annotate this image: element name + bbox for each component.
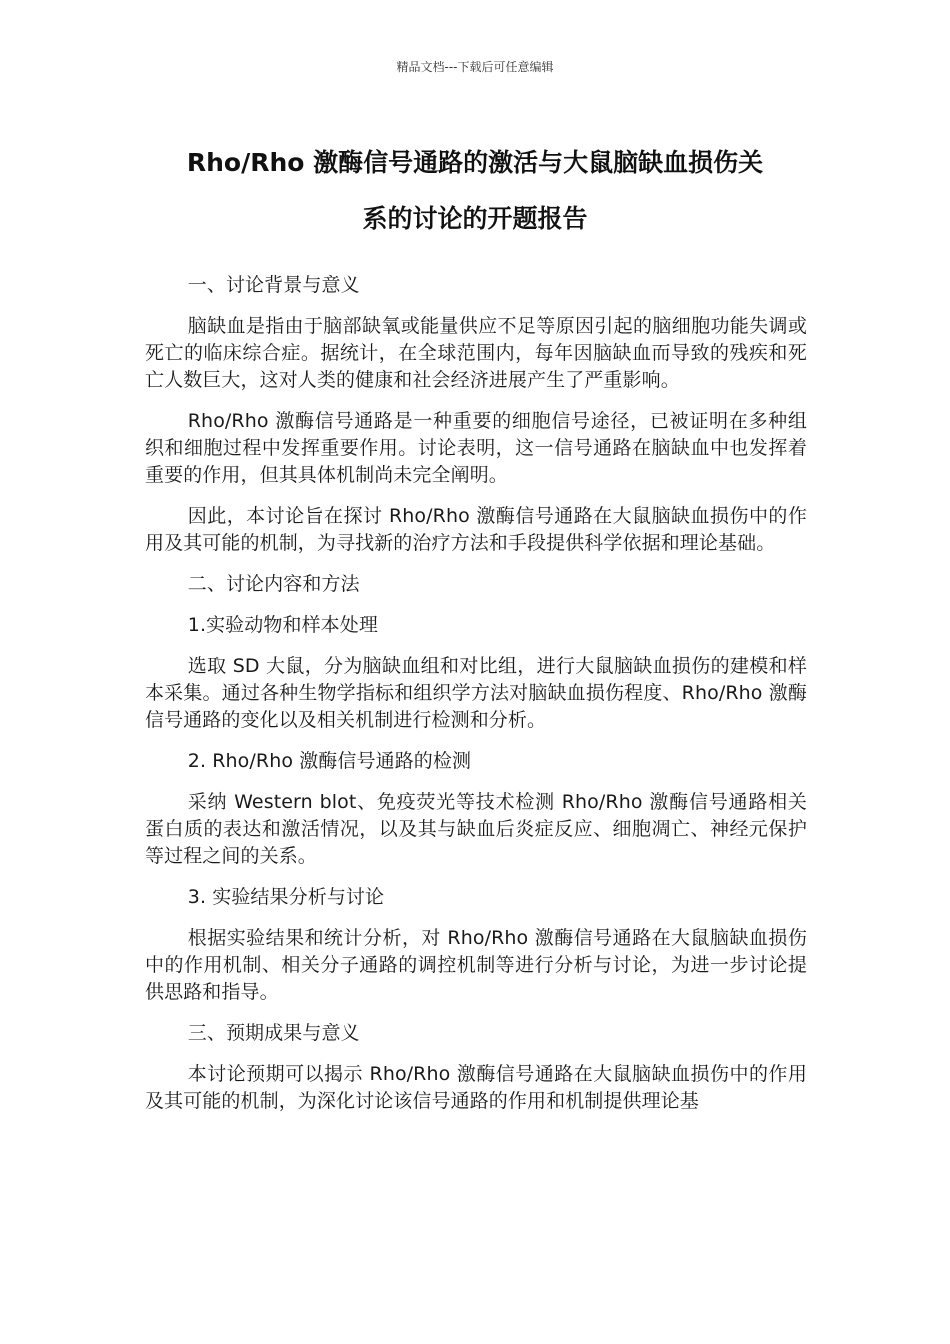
header-note: 精品文档---下载后可任意编辑 xyxy=(396,60,554,74)
document-body xyxy=(145,272,807,1129)
paragraph-study-aim: 因此，本讨论旨在探讨 Rho/Rho 激酶信号通路在大鼠脑缺血损伤中的作用及其可能的机制，为寻找新的治疗方法和手段提供科学依据和理论基础。 xyxy=(145,505,807,554)
subheading-detection: 2. Rho/Rho 激酶信号通路的检测 xyxy=(187,750,472,772)
paragraph-detection: 采纳 Western blot、免疫荧光等技术检测 Rho/Rho 激酶信号通路相关蛋白质的表达和激活情况，以及其与缺血后炎症反应、细胞凋亡、神经元保护等过程之间的关系。 xyxy=(145,791,807,867)
paragraph-animals: 选取 SD 大鼠，分为脑缺血组和对比组，进行大鼠脑缺血损伤的建模和样本采集。通过各种生物学指标和组织学方法对脑缺血损伤程度、Rho/Rho 激酶信号通路的变化以及相关机制进行检测和分析。 xyxy=(145,655,807,731)
paragraph-ischemia-intro: 脑缺血是指由于脑部缺氧或能量供应不足等原因引起的脑细胞功能失调或死亡的临床综合症。据统计，在全球范围内，每年因脑缺血而导致的残疾和死亡人数巨大，这对人类的健康和社会经济进展产生了严重影响。 xyxy=(145,315,807,391)
paragraph-outcomes: 本讨论预期可以揭示 Rho/Rho 激酶信号通路在大鼠脑缺血损伤中的作用及其可能的机制，为深化讨论该信号通路的作用和机制提供理论基 xyxy=(145,1063,807,1112)
subheading-analysis: 3. 实验结果分析与讨论 xyxy=(187,886,385,908)
subheading-animals: 1.实验动物和样本处理 xyxy=(187,614,378,636)
section-heading-methods: 二、讨论内容和方法 xyxy=(187,573,360,595)
section-heading-background: 一、讨论背景与意义 xyxy=(187,274,360,296)
title-line-1: Rho/Rho 激酶信号通路的激活与大鼠脑缺血损伤关 xyxy=(186,148,764,177)
paragraph-rho-pathway: Rho/Rho 激酶信号通路是一种重要的细胞信号途径，已被证明在多种组织和细胞过程中发挥重要作用。讨论表明，这一信号通路在脑缺血中也发挥着重要的作用，但其具体机制尚未完全阐明。 xyxy=(145,410,807,486)
section-heading-outcomes: 三、预期成果与意义 xyxy=(187,1022,360,1044)
title-line-2: 系的讨论的开题报告 xyxy=(362,204,588,233)
document-title xyxy=(145,135,805,247)
paragraph-analysis: 根据实验结果和统计分析，对 Rho/Rho 激酶信号通路在大鼠脑缺血损伤中的作用机制、相关分子通路的调控机制等进行分析与讨论，为进一步讨论提供思路和指导。 xyxy=(145,927,807,1003)
